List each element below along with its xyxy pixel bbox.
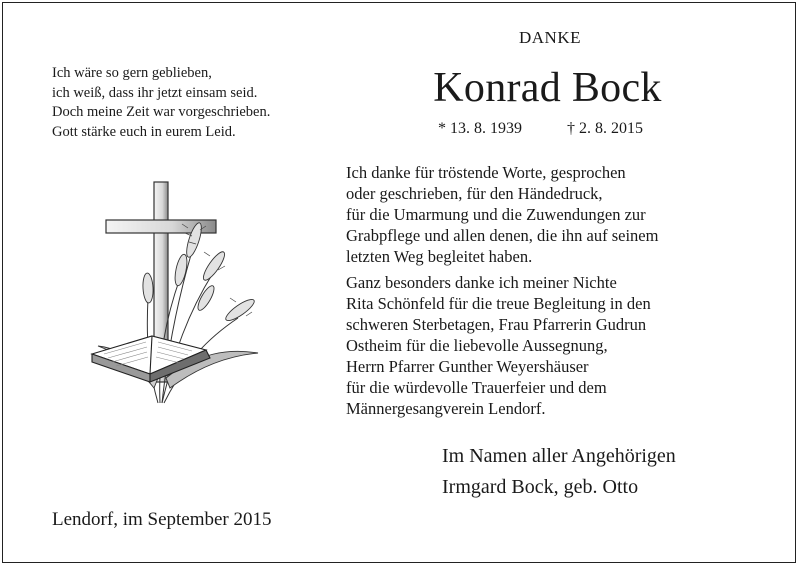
signoff-line: Im Namen aller Angehörigen [442, 445, 676, 467]
thanks-text [346, 162, 786, 419]
text-line: Männergesangverein Lendorf. [346, 399, 546, 418]
birth-date: * 13. 8. 1939 [438, 120, 522, 137]
poem-line: Gott stärke euch in eurem Leid. [52, 123, 236, 140]
poem-line: Ich wäre so gern geblieben, [52, 65, 212, 81]
text-line: für die Umarmung und die Zuwendungen zur [346, 205, 646, 224]
deceased-name: Konrad Bock [433, 65, 662, 111]
poem-line: Doch meine Zeit war vorgeschrieben. [52, 104, 271, 120]
text-line: Rita Schönfeld für die treue Begleitung in den [346, 294, 651, 313]
notice-heading: DANKE [519, 28, 581, 47]
death-date: † 2. 8. 2015 [567, 120, 643, 137]
text-line: für die würdevolle Trauerfeier und dem [346, 378, 607, 397]
cross-wheat-bible-icon [88, 178, 293, 418]
text-line: schweren Sterbetagen, Frau Pfarrerin Gudrun [346, 315, 647, 334]
thanks-paragraph [346, 162, 786, 267]
text-line: Ganz besonders danke ich meiner Nichte [346, 273, 617, 292]
thanks-paragraph [346, 272, 786, 419]
text-line: Ostheim für die liebevolle Aussegnung, [346, 336, 608, 355]
text-line: Grabpflege und allen denen, die ihn auf seinem [346, 226, 659, 245]
poem-line: ich weiß, dass ihr jetzt einsam seid. [52, 84, 258, 101]
signoff-line: Irmgard Bock, geb. Otto [442, 476, 639, 498]
text-line: Ich danke für tröstende Worte, gesprochen [346, 163, 626, 182]
place-date: Lendorf, im September 2015 [52, 509, 272, 530]
signoff [442, 441, 782, 503]
text-line: Herrn Pfarrer Gunther Weyershäuser [346, 357, 589, 376]
poem [52, 64, 352, 142]
text-line: letzten Weg begleitet haben. [346, 247, 533, 266]
text-line: oder geschrieben, für den Händedruck, [346, 184, 603, 203]
